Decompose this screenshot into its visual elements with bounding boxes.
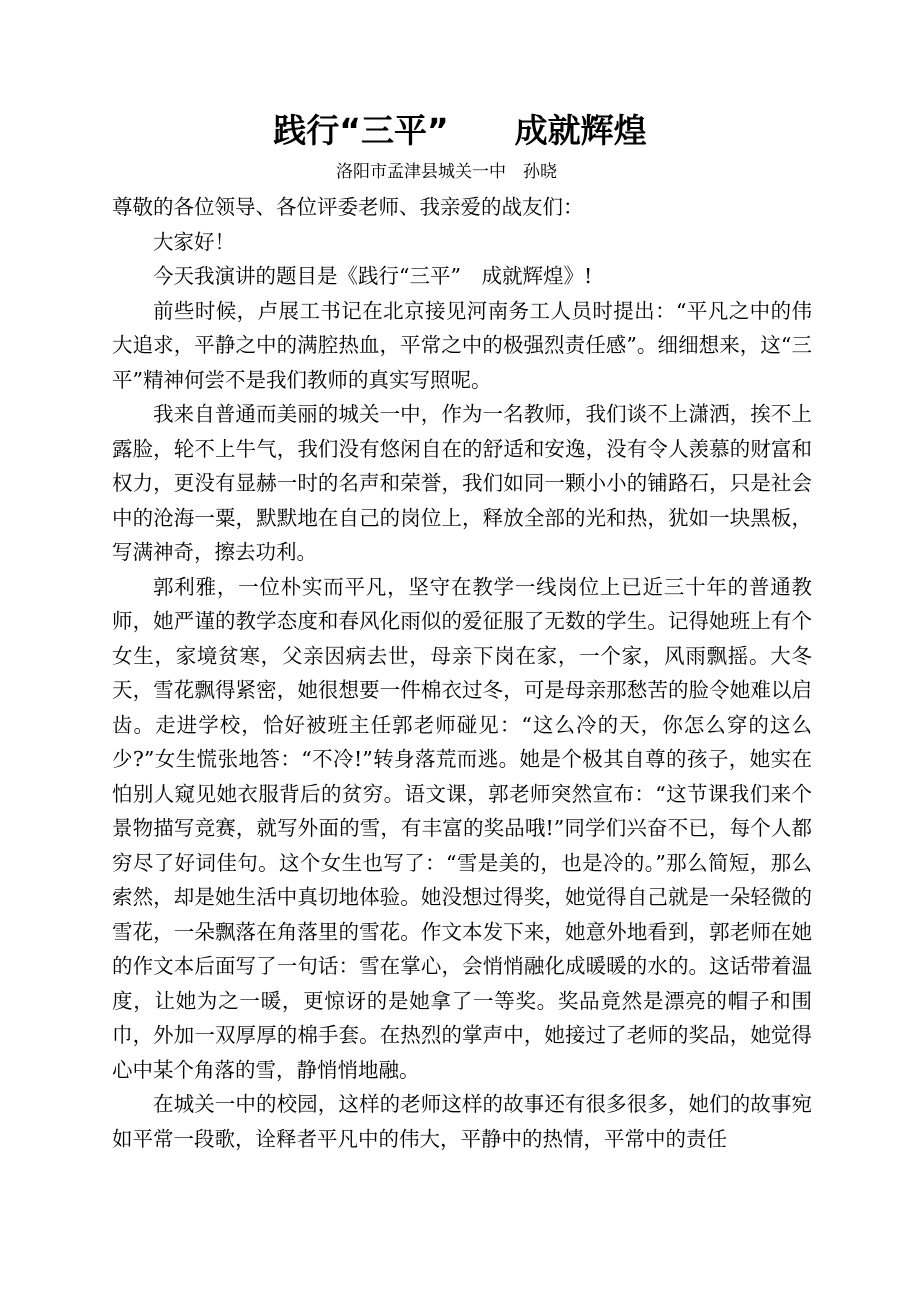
body-paragraph: 前些时候，卢展工书记在北京接见河南务工人员时提出：“平凡之中的伟大追求，平静之中的满腔热血，平常之中的极强烈责任感”。细细想来，这“三平”精神何尝不是我们教师的真实写照呢。 (112, 298, 812, 392)
topic-paragraph: 今天我演讲的题目是《践行“三平” 成就辉煌》! (153, 264, 593, 288)
body-paragraph: 郭利雅，一位朴实而平凡，坚守在教学一线岗位上已近三十年的普通教师，她严谨的教学态度和春风化雨似的爱征服了无数的学生。记得她班上有个女生，家境贫寒，父亲因病去世，母亲下岗在家，一个家，风雨飘摇。大冬天，雪花飘得紧密，她很想要一件棉衣过冬，可是母亲那愁苦的脸令她难以启齿。走进学校，恰好被班主任郭老师碰见：“这么冷的天，你怎么穿的这么少?”女生慌张地答：“不冷!”转身落荒而逃。她是个极其自尊的孩子，她实在怕别人窥见她衣服背后的贫穷。语文课，郭老师突然宣布：“这节课我们来个景物描写竞赛，就写外面的雪，有丰富的奖品哦!”同学们兴奋不已，每个人都穷尽了好词佳句。这个女生也写了：“雪是美的，也是冷的。”那么简短，那么索然，却是她生活中真切地体验。她没想过得奖，她觉得自己就是一朵轻微的雪花，一朵飘落在角落里的雪花。作文本发下来，她意外地看到，郭老师在她的作文本后面写了一句话：雪在掌心，会悄悄融化成暖暖的水的。这话带着温度，让她为之一暖，更惊讶的是她拿了一等奖。奖品竟然是漂亮的帽子和围巾，外加一双厚厚的棉手套。在热烈的掌声中，她接过了老师的奖品，她觉得心中某个角落的雪，静悄悄地融。 (112, 574, 812, 1082)
document-title: 践行“三平” 成就辉煌 (273, 111, 647, 150)
speech-body (112, 190, 812, 1156)
body-paragraph: 我来自普通而美丽的城关一中，作为一名教师，我们谈不上潇洒，挨不上露脸，轮不上牛气，我们没有悠闲自在的舒适和安逸，没有令人羡慕的财富和权力，更没有显赫一时的名声和荣誉，我们如同一颗小小的铺路石，只是社会中的沧海一粟，默默地在自己的岗位上，释放全部的光和热，犹如一块黑板，写满神奇，擦去功利。 (112, 402, 812, 564)
salutation: 尊敬的各位领导、各位评委老师、我亲爱的战友们： (112, 195, 584, 219)
body-paragraph: 在城关一中的校园，这样的老师这样的故事还有很多很多，她们的故事宛如平常一段歌，诠释者平凡中的伟大，平静中的热情，平常中的责任 (112, 1092, 812, 1151)
author-line: 洛阳市孟津县城关一中 孙晓 (336, 162, 557, 182)
greeting: 大家好！ (153, 229, 235, 254)
